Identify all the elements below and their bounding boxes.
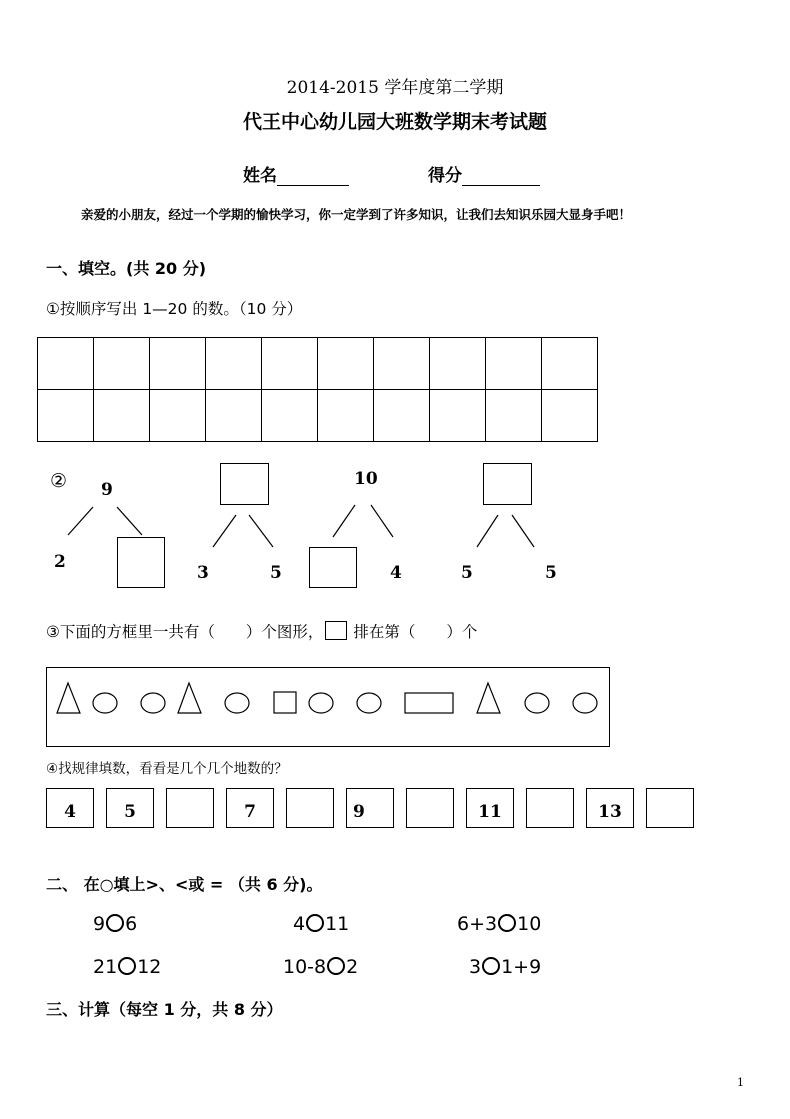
sequence-box[interactable]: 13 xyxy=(586,788,634,828)
answer-circle[interactable] xyxy=(306,914,324,932)
tree-4-answer-box[interactable] xyxy=(483,463,532,505)
section-1-heading: 一、填空。(共 20 分) xyxy=(46,259,207,278)
name-label: 姓名 xyxy=(243,166,277,186)
intro-paragraph: 亲爱的小朋友，经过一个学期的愉快学习，你一定学到了许多知识，让我们去知识乐园大显身手吧！ xyxy=(81,207,632,222)
comparison-right: 6 xyxy=(125,913,138,935)
tree-3-top: 10 xyxy=(354,469,378,489)
tree-4-left: 5 xyxy=(461,563,473,583)
comparison-right: 10 xyxy=(517,913,542,935)
comparison-left: 3 xyxy=(469,956,482,978)
comparison-right: 11 xyxy=(325,913,350,935)
sequence-box[interactable] xyxy=(406,788,454,828)
circle-shape xyxy=(309,693,333,713)
comparison-item xyxy=(93,913,137,935)
tree-4-right: 5 xyxy=(545,563,557,583)
square-icon xyxy=(325,621,347,640)
section-3-heading: 三、计算（每空 1 分，共 8 分） xyxy=(46,1000,283,1019)
rectangle-shape xyxy=(405,693,453,713)
comparison-right: 12 xyxy=(137,956,162,978)
tree-2-left: 3 xyxy=(197,563,209,583)
tree-1-top: 9 xyxy=(101,480,113,500)
section-2-heading: 二、 在○填上>、<或 = （共 6 分)。 xyxy=(46,875,323,894)
tree-1-answer-box[interactable] xyxy=(117,537,165,588)
square-shape xyxy=(274,692,296,713)
triangle-shape xyxy=(178,683,201,713)
comparison-left: 6+3 xyxy=(457,913,498,935)
shape-sequence xyxy=(0,660,790,750)
term-title: 2014-2015 学年度第二学期 xyxy=(286,78,504,98)
comparison-item xyxy=(293,913,349,935)
tree-branch xyxy=(477,515,498,547)
sequence-box[interactable]: 9 xyxy=(346,788,394,828)
sequence-box[interactable] xyxy=(646,788,694,828)
answer-circle[interactable] xyxy=(482,957,500,975)
sequence-box[interactable] xyxy=(286,788,334,828)
question-3-text-part2: 排在第（ ）个 xyxy=(353,623,478,641)
tree-branch xyxy=(512,515,534,547)
sequence-box[interactable] xyxy=(526,788,574,828)
comparison-left: 4 xyxy=(293,913,306,935)
exam-title: 代王中心幼儿园大班数学期末考试题 xyxy=(242,111,547,133)
tree-3-answer-box[interactable] xyxy=(309,547,357,588)
score-label: 得分 xyxy=(428,166,462,186)
answer-circle[interactable] xyxy=(118,957,136,975)
comparison-left: 10-8 xyxy=(283,956,327,978)
comparison-item xyxy=(283,956,358,978)
triangle-shape xyxy=(477,683,500,713)
sequence-box[interactable] xyxy=(166,788,214,828)
tree-branch xyxy=(68,507,93,535)
comparison-left: 9 xyxy=(93,913,106,935)
answer-circle[interactable] xyxy=(498,914,516,932)
question-3 xyxy=(46,620,477,642)
comparison-left: 21 xyxy=(93,956,118,978)
circle-shape xyxy=(93,693,117,713)
sequence-box[interactable]: 11 xyxy=(466,788,514,828)
circle-shape xyxy=(225,693,249,713)
tree-1-left: 2 xyxy=(54,552,66,572)
tree-branch xyxy=(333,505,355,537)
question-4: ④找规律填数，看看是几个几个地数的？ xyxy=(46,761,288,777)
sequence-box[interactable]: 5 xyxy=(106,788,154,828)
tree-2-answer-box[interactable] xyxy=(220,463,269,505)
tree-3-right: 4 xyxy=(390,563,402,583)
sequence-box[interactable]: 7 xyxy=(226,788,274,828)
triangle-shape xyxy=(57,683,80,713)
tree-branch xyxy=(117,507,142,535)
answer-circle[interactable] xyxy=(327,957,345,975)
circle-shape xyxy=(141,693,165,713)
circle-shape xyxy=(573,693,597,713)
question-2-marker: ② xyxy=(50,470,68,492)
answer-circle[interactable] xyxy=(106,914,124,932)
circle-shape xyxy=(357,693,381,713)
tree-branch xyxy=(213,515,236,547)
comparison-item xyxy=(469,956,541,978)
question-1: ①按顺序写出 1—20 的数。（10 分） xyxy=(46,300,303,318)
comparison-right: 2 xyxy=(346,956,359,978)
comparison-item xyxy=(457,913,541,935)
comparison-right: 1+9 xyxy=(501,956,542,978)
sequence-box[interactable]: 4 xyxy=(46,788,94,828)
page-number: 1 xyxy=(737,1076,744,1089)
tree-2-right: 5 xyxy=(270,563,282,583)
tree-branch xyxy=(371,505,393,537)
question-3-text-part1: ③下面的方框里一共有（ ）个图形， xyxy=(46,623,324,641)
circle-shape xyxy=(525,693,549,713)
comparison-item xyxy=(93,956,161,978)
tree-branch xyxy=(249,515,273,547)
